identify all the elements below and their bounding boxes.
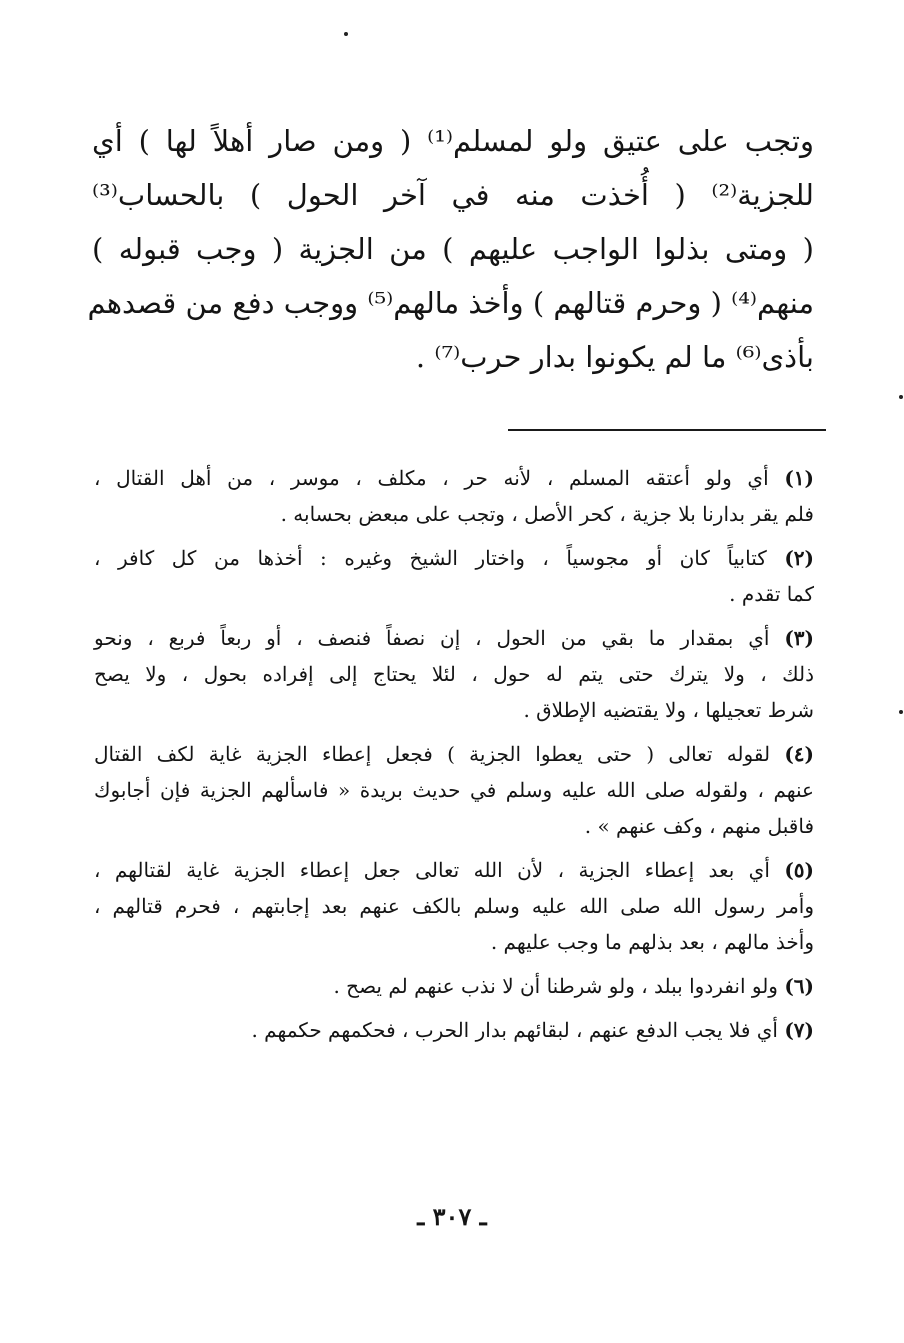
footnote-text: كتابياً كان أو مجوسياً ، واختار الشيخ وغيره : أخذها من كل كافر ، bbox=[94, 546, 767, 570]
main-text-line: بأذى⁽⁶⁾ ما لم يكونوا بدار حرب⁽⁷⁾ . bbox=[415, 340, 814, 374]
footnote-text: أي ولو أعتقه المسلم ، لأنه حر ، مكلف ، موسر ، من أهل القتال ، bbox=[94, 466, 769, 490]
footnote-5 bbox=[94, 852, 814, 960]
footnote-line bbox=[94, 1012, 814, 1048]
footnote-line bbox=[94, 540, 814, 576]
footnote-number: (٢) bbox=[784, 546, 815, 570]
footnote-6 bbox=[94, 968, 814, 1004]
footnote-line: ذلك ، ولا يترك حتى يتم له حول ، لئلا يحتاج إلى إفراده بحول ، ولا يصح bbox=[94, 662, 814, 686]
footnote-text: أي فلا يجب الدفع عنهم ، لبقائهم بدار الحرب ، فحكمهم حكمهم . bbox=[251, 1018, 778, 1042]
footnote-line: وأخذ مالهم ، بعد بذلهم ما وجب عليهم . bbox=[490, 930, 814, 954]
speck-right-lower bbox=[899, 710, 903, 714]
main-text-line: منهم⁽⁴⁾ ( وحرم قتالهم ) وأخذ مالهم⁽⁵⁾ ووجب دفع من قصدهم bbox=[87, 286, 814, 320]
footnote-line: كما تقدم . bbox=[729, 582, 814, 606]
speck-right-upper bbox=[899, 395, 903, 399]
footnote-number: (٥) bbox=[784, 858, 814, 882]
footnote-text: أي بمقدار ما بقي من الحول ، إن نصفاً فنصف ، أو ربعاً فربع ، ونحو bbox=[94, 626, 770, 650]
footnote-line: شرط تعجيلها ، ولا يقتضيه الإطلاق . bbox=[523, 698, 814, 722]
footnote-number: (٦) bbox=[784, 974, 814, 998]
footnote-text: لقوله تعالى ( حتى يعطوا الجزية ) فجعل إعطاء الجزية غاية لكف القتال bbox=[94, 742, 771, 766]
footnote-number: (١) bbox=[784, 466, 814, 490]
footnote-line: فلم يقر بدارنا بلا جزية ، كحر الأصل ، وتجب على مبعض بحسابه . bbox=[280, 502, 814, 526]
speck-top bbox=[344, 32, 348, 36]
footnote-1 bbox=[94, 460, 814, 532]
footnote-line: وأمر رسول الله صلى الله عليه وسلم بالكف عنهم بعد إجابتهم ، فحرم قتالهم ، bbox=[94, 894, 814, 918]
footnote-text: أي بعد إعطاء الجزية ، لأن الله تعالى جعل إعطاء الجزية غاية لقتالهم ، bbox=[94, 858, 770, 882]
footnote-line bbox=[94, 460, 814, 496]
footnote-line: عنهم ، ولقوله صلى الله عليه وسلم في حديث بريدة « فاسألهم الجزية فإن أجابوك bbox=[94, 778, 814, 802]
main-text-line: للجزية⁽²⁾ ( أُخذت منه في آخر الحول ) بالحساب⁽³⁾ bbox=[92, 178, 814, 212]
footnote-4 bbox=[94, 736, 814, 844]
footnote-2 bbox=[94, 540, 814, 612]
footnote-number: (٣) bbox=[784, 626, 815, 650]
page-number: ـ ٣٠٧ ـ bbox=[417, 1202, 487, 1231]
footnote-line bbox=[94, 736, 814, 772]
footnote-number: (٧) bbox=[784, 1018, 814, 1042]
footnotes bbox=[94, 460, 814, 1056]
main-text-line: وتجب على عتيق ولو لمسلم⁽¹⁾ ( ومن صار أهلاً لها ) أي bbox=[92, 124, 815, 158]
main-text-line: ( ومتى بذلوا الواجب عليهم ) من الجزية ( وجب قبوله ) bbox=[92, 232, 814, 266]
footnote-3 bbox=[94, 620, 814, 728]
footnote-line bbox=[94, 968, 814, 1004]
footnote-line: فاقبل منهم ، وكف عنهم » . bbox=[584, 814, 814, 838]
footnote-7 bbox=[94, 1012, 814, 1048]
footnote-line bbox=[94, 852, 814, 888]
footnote-number: (٤) bbox=[784, 742, 814, 766]
main-text bbox=[87, 114, 815, 384]
footnote-text: ولو انفردوا ببلد ، ولو شرطنا أن لا نذب عنهم لم يصح . bbox=[333, 974, 778, 998]
footnote-divider bbox=[508, 429, 826, 431]
footnote-line bbox=[94, 620, 814, 656]
